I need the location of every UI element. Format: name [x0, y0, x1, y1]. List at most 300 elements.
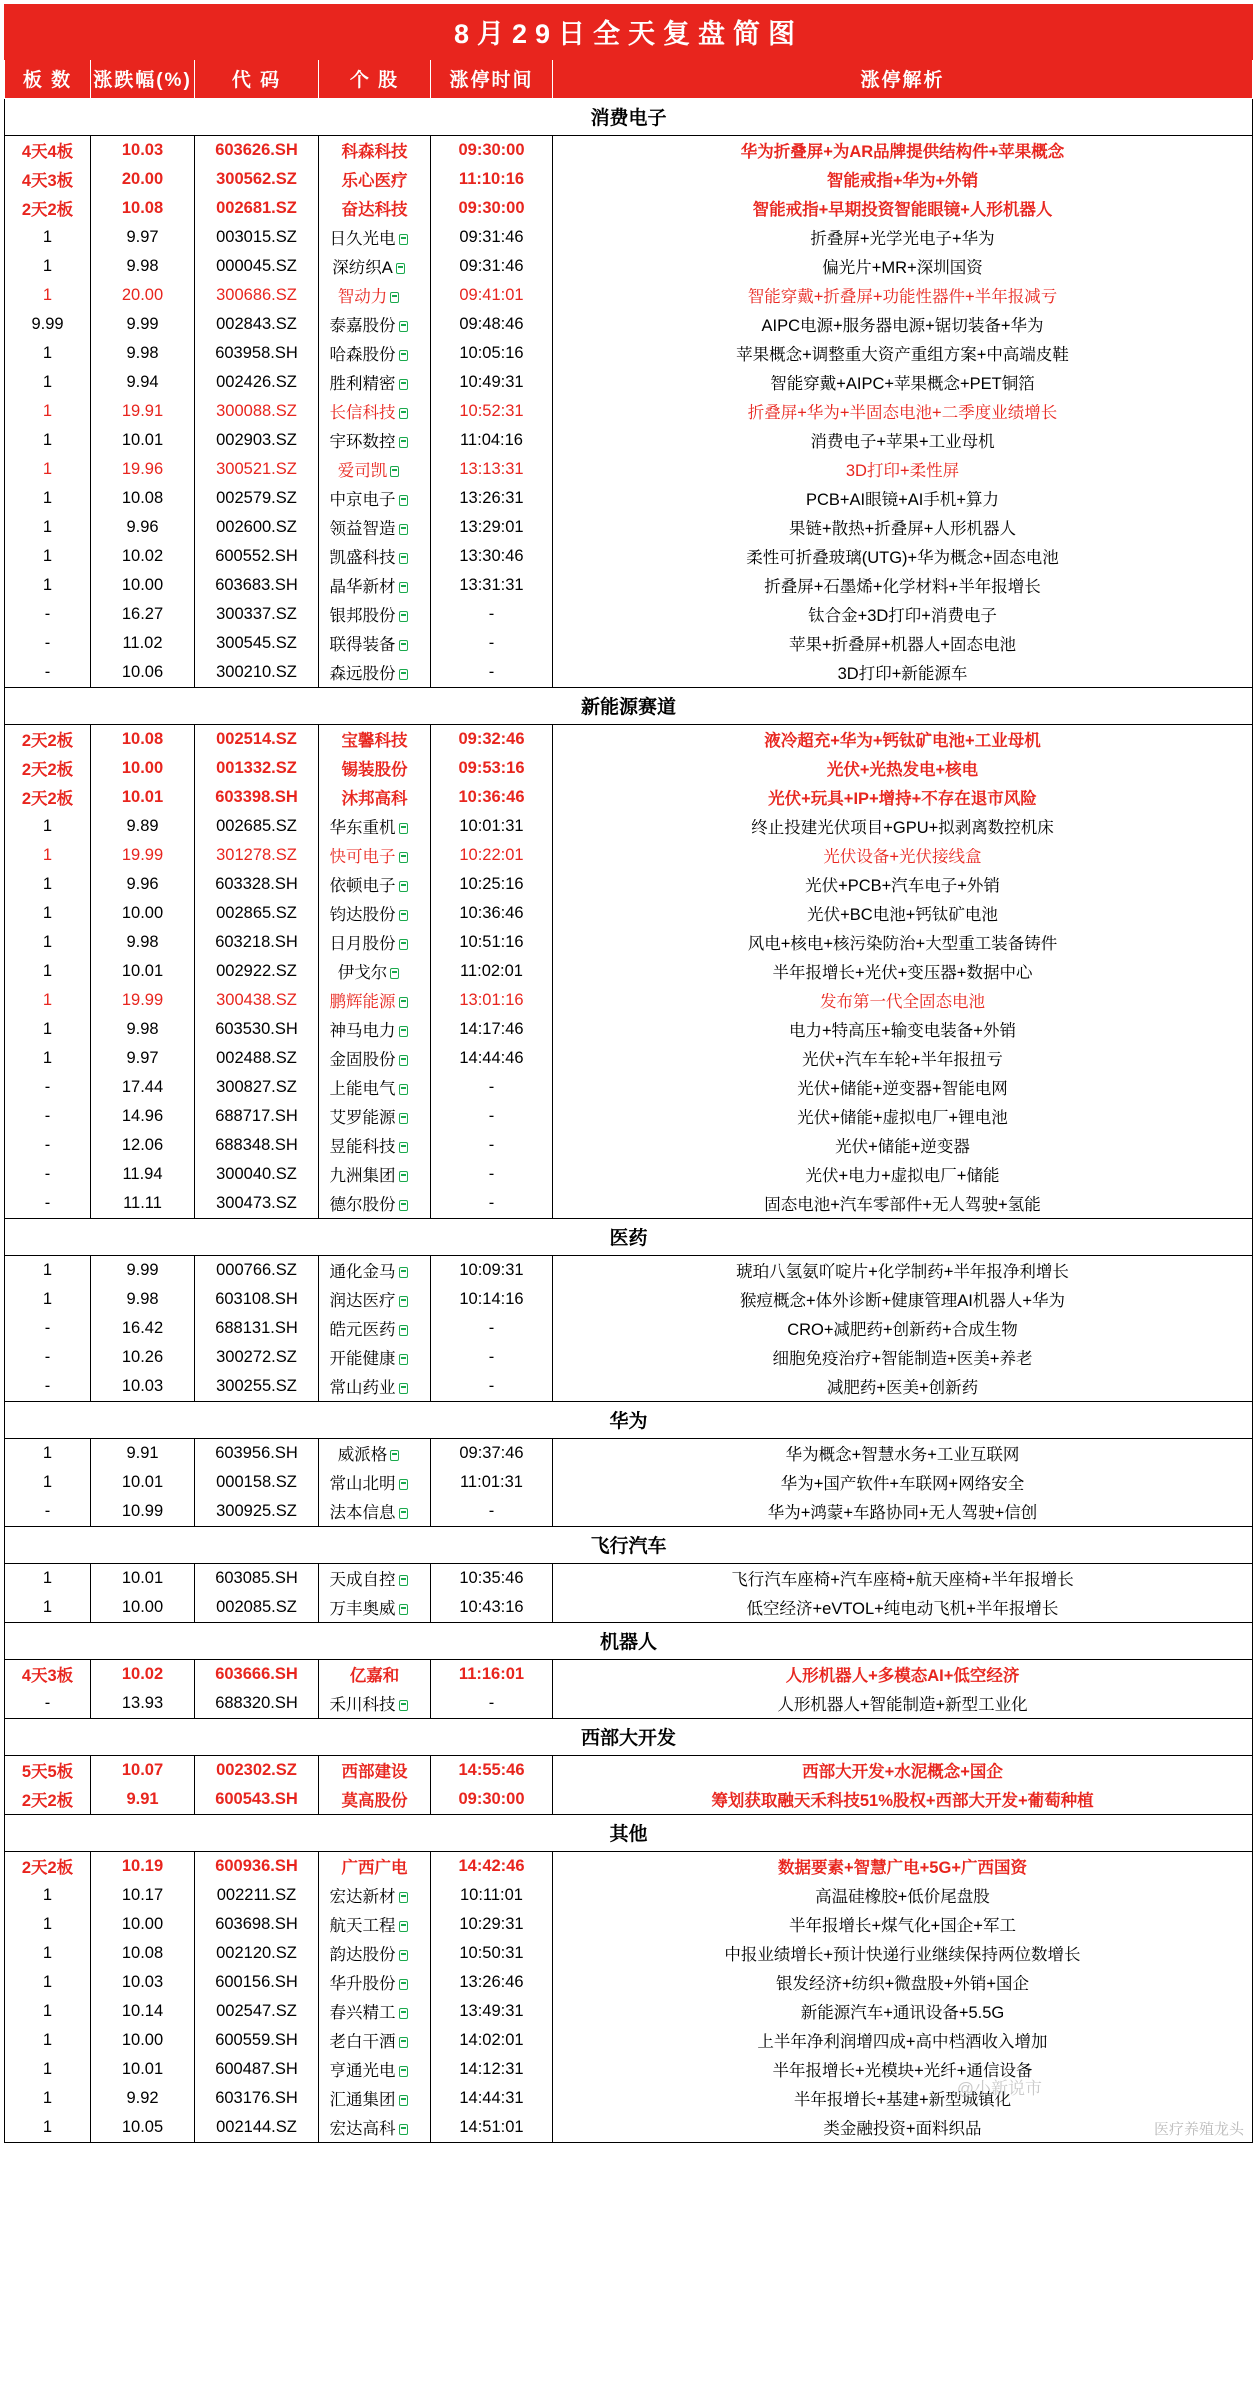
- stock-name-label: 亨通光电: [330, 2057, 420, 2081]
- new-listing-icon: [399, 1325, 408, 1336]
- cell-change-pct: 11.94: [91, 1160, 195, 1189]
- cell-limitup-time: 13:49:31: [431, 1997, 553, 2026]
- cell-stock-name: [319, 1285, 431, 1314]
- cell-analysis: 半年报增长+基建+新型城镇化: [553, 2084, 1253, 2113]
- stock-name-label: 威派格: [338, 1441, 412, 1465]
- cell-analysis: 发布第一代全固态电池: [553, 986, 1253, 1015]
- cell-stock-name: [319, 1593, 431, 1623]
- cell-change-pct: 10.19: [91, 1852, 195, 1882]
- cell-boards: 2天2板: [5, 783, 91, 812]
- cell-code: 300438.SZ: [195, 986, 319, 1015]
- table-row: [5, 2084, 1253, 2113]
- cell-boards: 1: [5, 339, 91, 368]
- stock-name-label: 德尔股份: [330, 1191, 420, 1215]
- cell-code: 002514.SZ: [195, 725, 319, 755]
- cell-code: 002120.SZ: [195, 1939, 319, 1968]
- cell-stock-name: 科森科技: [319, 136, 431, 166]
- new-listing-icon: [399, 321, 408, 332]
- cell-boards: 1: [5, 223, 91, 252]
- cell-code: 600936.SH: [195, 1852, 319, 1882]
- new-listing-icon: [399, 524, 408, 535]
- cell-analysis: 银发经济+纺织+微盘股+外销+国企: [553, 1968, 1253, 1997]
- section-header-row: [5, 99, 1253, 136]
- new-listing-icon: [390, 1450, 399, 1461]
- stock-name-label: 老白干酒: [330, 2028, 420, 2052]
- cell-change-pct: 9.91: [91, 1785, 195, 1815]
- cell-limitup-time: 09:30:00: [431, 194, 553, 223]
- cell-stock-name: [319, 310, 431, 339]
- stock-name-label: 宏达新材: [330, 1883, 420, 1907]
- cell-stock-name: [319, 1468, 431, 1497]
- cell-change-pct: 9.96: [91, 870, 195, 899]
- cell-limitup-time: -: [431, 1372, 553, 1402]
- cell-code: 600543.SH: [195, 1785, 319, 1815]
- cell-analysis: 高温硅橡胶+低价尾盘股: [553, 1881, 1253, 1910]
- cell-analysis: 华为折叠屏+为AR品牌提供结构件+苹果概念: [553, 136, 1253, 166]
- cell-limitup-time: 09:30:00: [431, 1785, 553, 1815]
- new-listing-icon: [390, 466, 399, 477]
- cell-boards: 1: [5, 2055, 91, 2084]
- cell-analysis: 风电+核电+核污染防治+大型重工装备铸件: [553, 928, 1253, 957]
- stock-name-label: 华升股份: [330, 1970, 420, 1994]
- cell-code: 002843.SZ: [195, 310, 319, 339]
- new-listing-icon: [399, 669, 408, 680]
- cell-analysis: PCB+AI眼镜+AI手机+算力: [553, 484, 1253, 513]
- cell-limitup-time: 09:53:16: [431, 754, 553, 783]
- cell-boards: 5天5板: [5, 1756, 91, 1786]
- table-row: [5, 1968, 1253, 1997]
- cell-limitup-time: 13:30:46: [431, 542, 553, 571]
- cell-code: 002547.SZ: [195, 1997, 319, 2026]
- table-row: [5, 368, 1253, 397]
- cell-change-pct: 10.00: [91, 754, 195, 783]
- cell-change-pct: 10.00: [91, 899, 195, 928]
- cell-change-pct: 9.91: [91, 1439, 195, 1469]
- cell-boards: -: [5, 629, 91, 658]
- cell-analysis: 折叠屏+华为+半固态电池+二季度业绩增长: [553, 397, 1253, 426]
- cell-analysis: 光伏+光热发电+核电: [553, 754, 1253, 783]
- cell-change-pct: 9.94: [91, 368, 195, 397]
- stock-name-label: 银邦股份: [330, 602, 420, 626]
- cell-code: 688320.SH: [195, 1689, 319, 1719]
- cell-code: 300337.SZ: [195, 600, 319, 629]
- cell-code: 603176.SH: [195, 2084, 319, 2113]
- cell-analysis: 3D打印+柔性屏: [553, 455, 1253, 484]
- cell-code: 000158.SZ: [195, 1468, 319, 1497]
- section-header-row: [5, 1623, 1253, 1660]
- cell-analysis: 华为+鸿蒙+车路协同+无人驾驶+信创: [553, 1497, 1253, 1527]
- cell-stock-name: [319, 870, 431, 899]
- stock-name-label: 日月股份: [330, 930, 420, 954]
- cell-change-pct: 20.00: [91, 281, 195, 310]
- cell-change-pct: 10.03: [91, 1372, 195, 1402]
- cell-stock-name: [319, 2026, 431, 2055]
- section-title: 西部大开发: [5, 1719, 1253, 1756]
- new-listing-icon: [399, 1383, 408, 1394]
- stock-name-label: 胜利精密: [330, 370, 420, 394]
- table-row: [5, 484, 1253, 513]
- cell-analysis: 智能戒指+早期投资智能眼镜+人形机器人: [553, 194, 1253, 223]
- cell-boards: 2天2板: [5, 1785, 91, 1815]
- cell-change-pct: 10.08: [91, 725, 195, 755]
- cell-stock-name: [319, 368, 431, 397]
- cell-boards: -: [5, 1314, 91, 1343]
- cell-stock-name: [319, 252, 431, 281]
- cell-code: 002903.SZ: [195, 426, 319, 455]
- cell-change-pct: 9.98: [91, 252, 195, 281]
- table-row: [5, 455, 1253, 484]
- cell-code: 600552.SH: [195, 542, 319, 571]
- cell-boards: 4天3板: [5, 165, 91, 194]
- cell-stock-name: [319, 2055, 431, 2084]
- cell-limitup-time: 09:31:46: [431, 223, 553, 252]
- table-row: [5, 600, 1253, 629]
- cell-change-pct: 12.06: [91, 1131, 195, 1160]
- cell-limitup-time: 13:26:46: [431, 1968, 553, 1997]
- cell-stock-name: [319, 1160, 431, 1189]
- stock-name-label: 开能健康: [330, 1345, 420, 1369]
- column-header-row: [5, 60, 1253, 99]
- stock-name-label: 日久光电: [330, 225, 420, 249]
- cell-boards: -: [5, 1073, 91, 1102]
- cell-analysis: AIPC电源+服务器电源+锯切装备+华为: [553, 310, 1253, 339]
- new-listing-icon: [399, 823, 408, 834]
- stock-name-label: 伊戈尔: [338, 959, 412, 983]
- new-listing-icon: [399, 234, 408, 245]
- table-row: [5, 223, 1253, 252]
- cell-change-pct: 10.08: [91, 194, 195, 223]
- cell-analysis: CRO+减肥药+创新药+合成生物: [553, 1314, 1253, 1343]
- cell-boards: 1: [5, 1881, 91, 1910]
- cell-change-pct: 9.99: [91, 1256, 195, 1286]
- cell-limitup-time: 10:52:31: [431, 397, 553, 426]
- new-listing-icon: [399, 1921, 408, 1932]
- cell-change-pct: 19.99: [91, 841, 195, 870]
- cell-stock-name: [319, 513, 431, 542]
- stock-name-label: 凯盛科技: [330, 544, 420, 568]
- table-row: [5, 1852, 1253, 1882]
- section-title: 机器人: [5, 1623, 1253, 1660]
- cell-boards: -: [5, 1372, 91, 1402]
- new-listing-icon: [399, 1979, 408, 1990]
- new-listing-icon: [399, 1296, 408, 1307]
- cell-boards: 1: [5, 1910, 91, 1939]
- cell-stock-name: [319, 1564, 431, 1594]
- section-title: 飞行汽车: [5, 1527, 1253, 1564]
- stock-name-label: 哈森股份: [330, 341, 420, 365]
- cell-boards: 1: [5, 841, 91, 870]
- col-header-pct: 涨跌幅(%): [91, 60, 195, 99]
- cell-boards: 1: [5, 513, 91, 542]
- cell-code: 002681.SZ: [195, 194, 319, 223]
- cell-limitup-time: 10:14:16: [431, 1285, 553, 1314]
- cell-stock-name: [319, 1439, 431, 1469]
- cell-analysis: 折叠屏+光学光电子+华为: [553, 223, 1253, 252]
- cell-limitup-time: 14:17:46: [431, 1015, 553, 1044]
- cell-limitup-time: 13:01:16: [431, 986, 553, 1015]
- replay-table: [4, 4, 1253, 2143]
- new-listing-icon: [399, 910, 408, 921]
- table-row: [5, 136, 1253, 166]
- cell-boards: 1: [5, 870, 91, 899]
- table-row: [5, 1785, 1253, 1815]
- cell-code: 300473.SZ: [195, 1189, 319, 1219]
- cell-stock-name: 锡装股份: [319, 754, 431, 783]
- cell-code: 300040.SZ: [195, 1160, 319, 1189]
- cell-limitup-time: -: [431, 1314, 553, 1343]
- table-row: [5, 1564, 1253, 1594]
- cell-stock-name: [319, 397, 431, 426]
- cell-limitup-time: -: [431, 1189, 553, 1219]
- cell-analysis: 筹划获取融天禾科技51%股权+西部大开发+葡萄种植: [553, 1785, 1253, 1815]
- cell-code: 603626.SH: [195, 136, 319, 166]
- cell-stock-name: [319, 1189, 431, 1219]
- stock-name-label: 常山药业: [330, 1374, 420, 1398]
- table-row: [5, 310, 1253, 339]
- table-row: [5, 629, 1253, 658]
- cell-change-pct: 10.03: [91, 1968, 195, 1997]
- cell-change-pct: 10.01: [91, 957, 195, 986]
- cell-stock-name: [319, 1689, 431, 1719]
- cell-limitup-time: 14:42:46: [431, 1852, 553, 1882]
- cell-change-pct: 9.98: [91, 928, 195, 957]
- new-listing-icon: [399, 408, 408, 419]
- cell-change-pct: 10.06: [91, 658, 195, 688]
- cell-code: 300827.SZ: [195, 1073, 319, 1102]
- cell-code: 600156.SH: [195, 1968, 319, 1997]
- cell-analysis: 钛合金+3D打印+消费电子: [553, 600, 1253, 629]
- cell-analysis: 人形机器人+智能制造+新型工业化: [553, 1689, 1253, 1719]
- stock-name-label: 鹏辉能源: [330, 988, 420, 1012]
- cell-limitup-time: 11:16:01: [431, 1660, 553, 1690]
- new-listing-icon: [399, 997, 408, 1008]
- stock-name-label: 森远股份: [330, 660, 420, 684]
- cell-code: 003015.SZ: [195, 223, 319, 252]
- cell-stock-name: [319, 986, 431, 1015]
- cell-change-pct: 19.91: [91, 397, 195, 426]
- cell-change-pct: 10.01: [91, 2055, 195, 2084]
- table-row: [5, 1044, 1253, 1073]
- stock-name-label: 快可电子: [330, 843, 420, 867]
- cell-analysis: 西部大开发+水泥概念+国企: [553, 1756, 1253, 1786]
- cell-limitup-time: 14:02:01: [431, 2026, 553, 2055]
- cell-change-pct: 9.98: [91, 339, 195, 368]
- cell-change-pct: 10.14: [91, 1997, 195, 2026]
- cell-boards: 1: [5, 1256, 91, 1286]
- cell-limitup-time: 09:48:46: [431, 310, 553, 339]
- cell-limitup-time: 10:49:31: [431, 368, 553, 397]
- cell-stock-name: [319, 455, 431, 484]
- cell-boards: 1: [5, 2113, 91, 2143]
- cell-change-pct: 10.07: [91, 1756, 195, 1786]
- cell-code: 000045.SZ: [195, 252, 319, 281]
- cell-change-pct: 10.05: [91, 2113, 195, 2143]
- cell-analysis: 猴痘概念+体外诊断+健康管理AI机器人+华为: [553, 1285, 1253, 1314]
- table-row: [5, 252, 1253, 281]
- cell-stock-name: [319, 571, 431, 600]
- table-row: [5, 2026, 1253, 2055]
- cell-stock-name: [319, 2084, 431, 2113]
- cell-change-pct: 10.01: [91, 1468, 195, 1497]
- cell-limitup-time: 11:02:01: [431, 957, 553, 986]
- cell-boards: 1: [5, 455, 91, 484]
- stock-name-label: 依顿电子: [330, 872, 420, 896]
- cell-stock-name: [319, 2113, 431, 2143]
- cell-analysis: 光伏设备+光伏接线盒: [553, 841, 1253, 870]
- cell-boards: 1: [5, 1439, 91, 1469]
- cell-code: 300925.SZ: [195, 1497, 319, 1527]
- new-listing-icon: [399, 350, 408, 361]
- cell-analysis: 光伏+储能+逆变器: [553, 1131, 1253, 1160]
- cell-change-pct: 9.97: [91, 1044, 195, 1073]
- cell-code: 002085.SZ: [195, 1593, 319, 1623]
- cell-stock-name: [319, 1015, 431, 1044]
- cell-limitup-time: -: [431, 658, 553, 688]
- cell-stock-name: [319, 542, 431, 571]
- cell-change-pct: 10.00: [91, 2026, 195, 2055]
- cell-boards: 1: [5, 1044, 91, 1073]
- cell-stock-name: 莫高股份: [319, 1785, 431, 1815]
- cell-limitup-time: 14:51:01: [431, 2113, 553, 2143]
- title-row: [5, 5, 1253, 60]
- cell-stock-name: 沐邦高科: [319, 783, 431, 812]
- table-row: [5, 1073, 1253, 1102]
- cell-boards: 1: [5, 1015, 91, 1044]
- table-row: [5, 1910, 1253, 1939]
- cell-code: 300088.SZ: [195, 397, 319, 426]
- new-listing-icon: [396, 263, 405, 274]
- cell-analysis: 光伏+BC电池+钙钛矿电池: [553, 899, 1253, 928]
- cell-boards: 1: [5, 368, 91, 397]
- section-title: 消费电子: [5, 99, 1253, 136]
- stock-name-label: 金固股份: [330, 1046, 420, 1070]
- cell-limitup-time: 10:05:16: [431, 339, 553, 368]
- stock-name-label: 华东重机: [330, 814, 420, 838]
- cell-boards: -: [5, 1160, 91, 1189]
- new-listing-icon: [390, 292, 399, 303]
- new-listing-icon: [399, 1604, 408, 1615]
- cell-change-pct: 11.11: [91, 1189, 195, 1219]
- cell-limitup-time: -: [431, 1073, 553, 1102]
- table-row: [5, 1256, 1253, 1286]
- new-listing-icon: [399, 2008, 408, 2019]
- cell-limitup-time: 10:35:46: [431, 1564, 553, 1594]
- cell-boards: 1: [5, 1968, 91, 1997]
- col-header-boards: 板 数: [5, 60, 91, 99]
- page-title: 8月29日全天复盘简图: [5, 5, 1253, 60]
- col-header-stock: 个 股: [319, 60, 431, 99]
- stock-name-label: 泰嘉股份: [330, 312, 420, 336]
- watermark-label: 医疗养殖龙头: [1153, 2121, 1244, 2138]
- cell-boards: -: [5, 1131, 91, 1160]
- cell-stock-name: [319, 957, 431, 986]
- stock-name-label: 禾川科技: [330, 1691, 420, 1715]
- table-body: [5, 99, 1253, 2143]
- cell-stock-name: [319, 1131, 431, 1160]
- cell-analysis: 数据要素+智慧广电+5G+广西国资: [553, 1852, 1253, 1882]
- cell-limitup-time: 10:51:16: [431, 928, 553, 957]
- cell-stock-name: [319, 339, 431, 368]
- new-listing-icon: [399, 1200, 408, 1211]
- cell-code: 300521.SZ: [195, 455, 319, 484]
- new-listing-icon: [399, 1026, 408, 1037]
- table-row: [5, 2055, 1253, 2084]
- cell-analysis: 电力+特高压+输变电装备+外销: [553, 1015, 1253, 1044]
- table-row: [5, 1881, 1253, 1910]
- table-row: [5, 1660, 1253, 1690]
- cell-limitup-time: 11:04:16: [431, 426, 553, 455]
- cell-analysis: 类金融投资+面料织品: [553, 2113, 1253, 2143]
- cell-boards: 1: [5, 1939, 91, 1968]
- stock-name-label: 天成自控: [330, 1566, 420, 1590]
- new-listing-icon: [399, 1142, 408, 1153]
- cell-limitup-time: 09:30:00: [431, 136, 553, 166]
- cell-boards: -: [5, 1102, 91, 1131]
- cell-stock-name: [319, 1881, 431, 1910]
- cell-boards: 1: [5, 484, 91, 513]
- cell-analysis: 上半年净利润增四成+高中档酒收入增加: [553, 2026, 1253, 2055]
- col-header-code: 代 码: [195, 60, 319, 99]
- table-row: [5, 165, 1253, 194]
- cell-change-pct: 14.96: [91, 1102, 195, 1131]
- cell-code: 002579.SZ: [195, 484, 319, 513]
- cell-change-pct: 10.00: [91, 1593, 195, 1623]
- cell-analysis: 3D打印+新能源车: [553, 658, 1253, 688]
- cell-change-pct: 10.02: [91, 1660, 195, 1690]
- new-listing-icon: [399, 2037, 408, 2048]
- cell-change-pct: 17.44: [91, 1073, 195, 1102]
- table-row: [5, 1343, 1253, 1372]
- cell-boards: -: [5, 1343, 91, 1372]
- cell-limitup-time: -: [431, 1160, 553, 1189]
- new-listing-icon: [399, 2124, 408, 2135]
- stock-name-label: 通化金马: [330, 1258, 420, 1282]
- new-listing-icon: [399, 379, 408, 390]
- cell-change-pct: 9.98: [91, 1285, 195, 1314]
- cell-stock-name: [319, 1044, 431, 1073]
- table-row: [5, 957, 1253, 986]
- cell-boards: 1: [5, 1468, 91, 1497]
- cell-stock-name: 奋达科技: [319, 194, 431, 223]
- cell-analysis: 光伏+汽车车轮+半年报扭亏: [553, 1044, 1253, 1073]
- stock-name-label: 领益智造: [330, 515, 420, 539]
- cell-code: 002211.SZ: [195, 1881, 319, 1910]
- stock-name-label: 宇环数控: [330, 428, 420, 452]
- stock-name-label: 晶华新材: [330, 573, 420, 597]
- cell-boards: -: [5, 1689, 91, 1719]
- stock-name-label: 皓元医药: [330, 1316, 420, 1340]
- new-listing-icon: [399, 582, 408, 593]
- cell-change-pct: 10.26: [91, 1343, 195, 1372]
- cell-analysis: 飞行汽车座椅+汽车座椅+航天座椅+半年报增长: [553, 1564, 1253, 1594]
- cell-stock-name: [319, 600, 431, 629]
- new-listing-icon: [399, 1892, 408, 1903]
- stock-name-label: 联得装备: [330, 631, 420, 655]
- cell-limitup-time: 13:13:31: [431, 455, 553, 484]
- cell-limitup-time: 10:25:16: [431, 870, 553, 899]
- cell-stock-name: [319, 1939, 431, 1968]
- cell-stock-name: [319, 1997, 431, 2026]
- cell-limitup-time: -: [431, 1131, 553, 1160]
- cell-code: 002426.SZ: [195, 368, 319, 397]
- cell-stock-name: 广西广电: [319, 1852, 431, 1882]
- cell-analysis: 半年报增长+光伏+变压器+数据中心: [553, 957, 1253, 986]
- cell-analysis: 半年报增长+煤气化+国企+军工: [553, 1910, 1253, 1939]
- stock-name-label: 中京电子: [330, 486, 420, 510]
- new-listing-icon: [399, 495, 408, 506]
- cell-stock-name: [319, 658, 431, 688]
- cell-limitup-time: -: [431, 1102, 553, 1131]
